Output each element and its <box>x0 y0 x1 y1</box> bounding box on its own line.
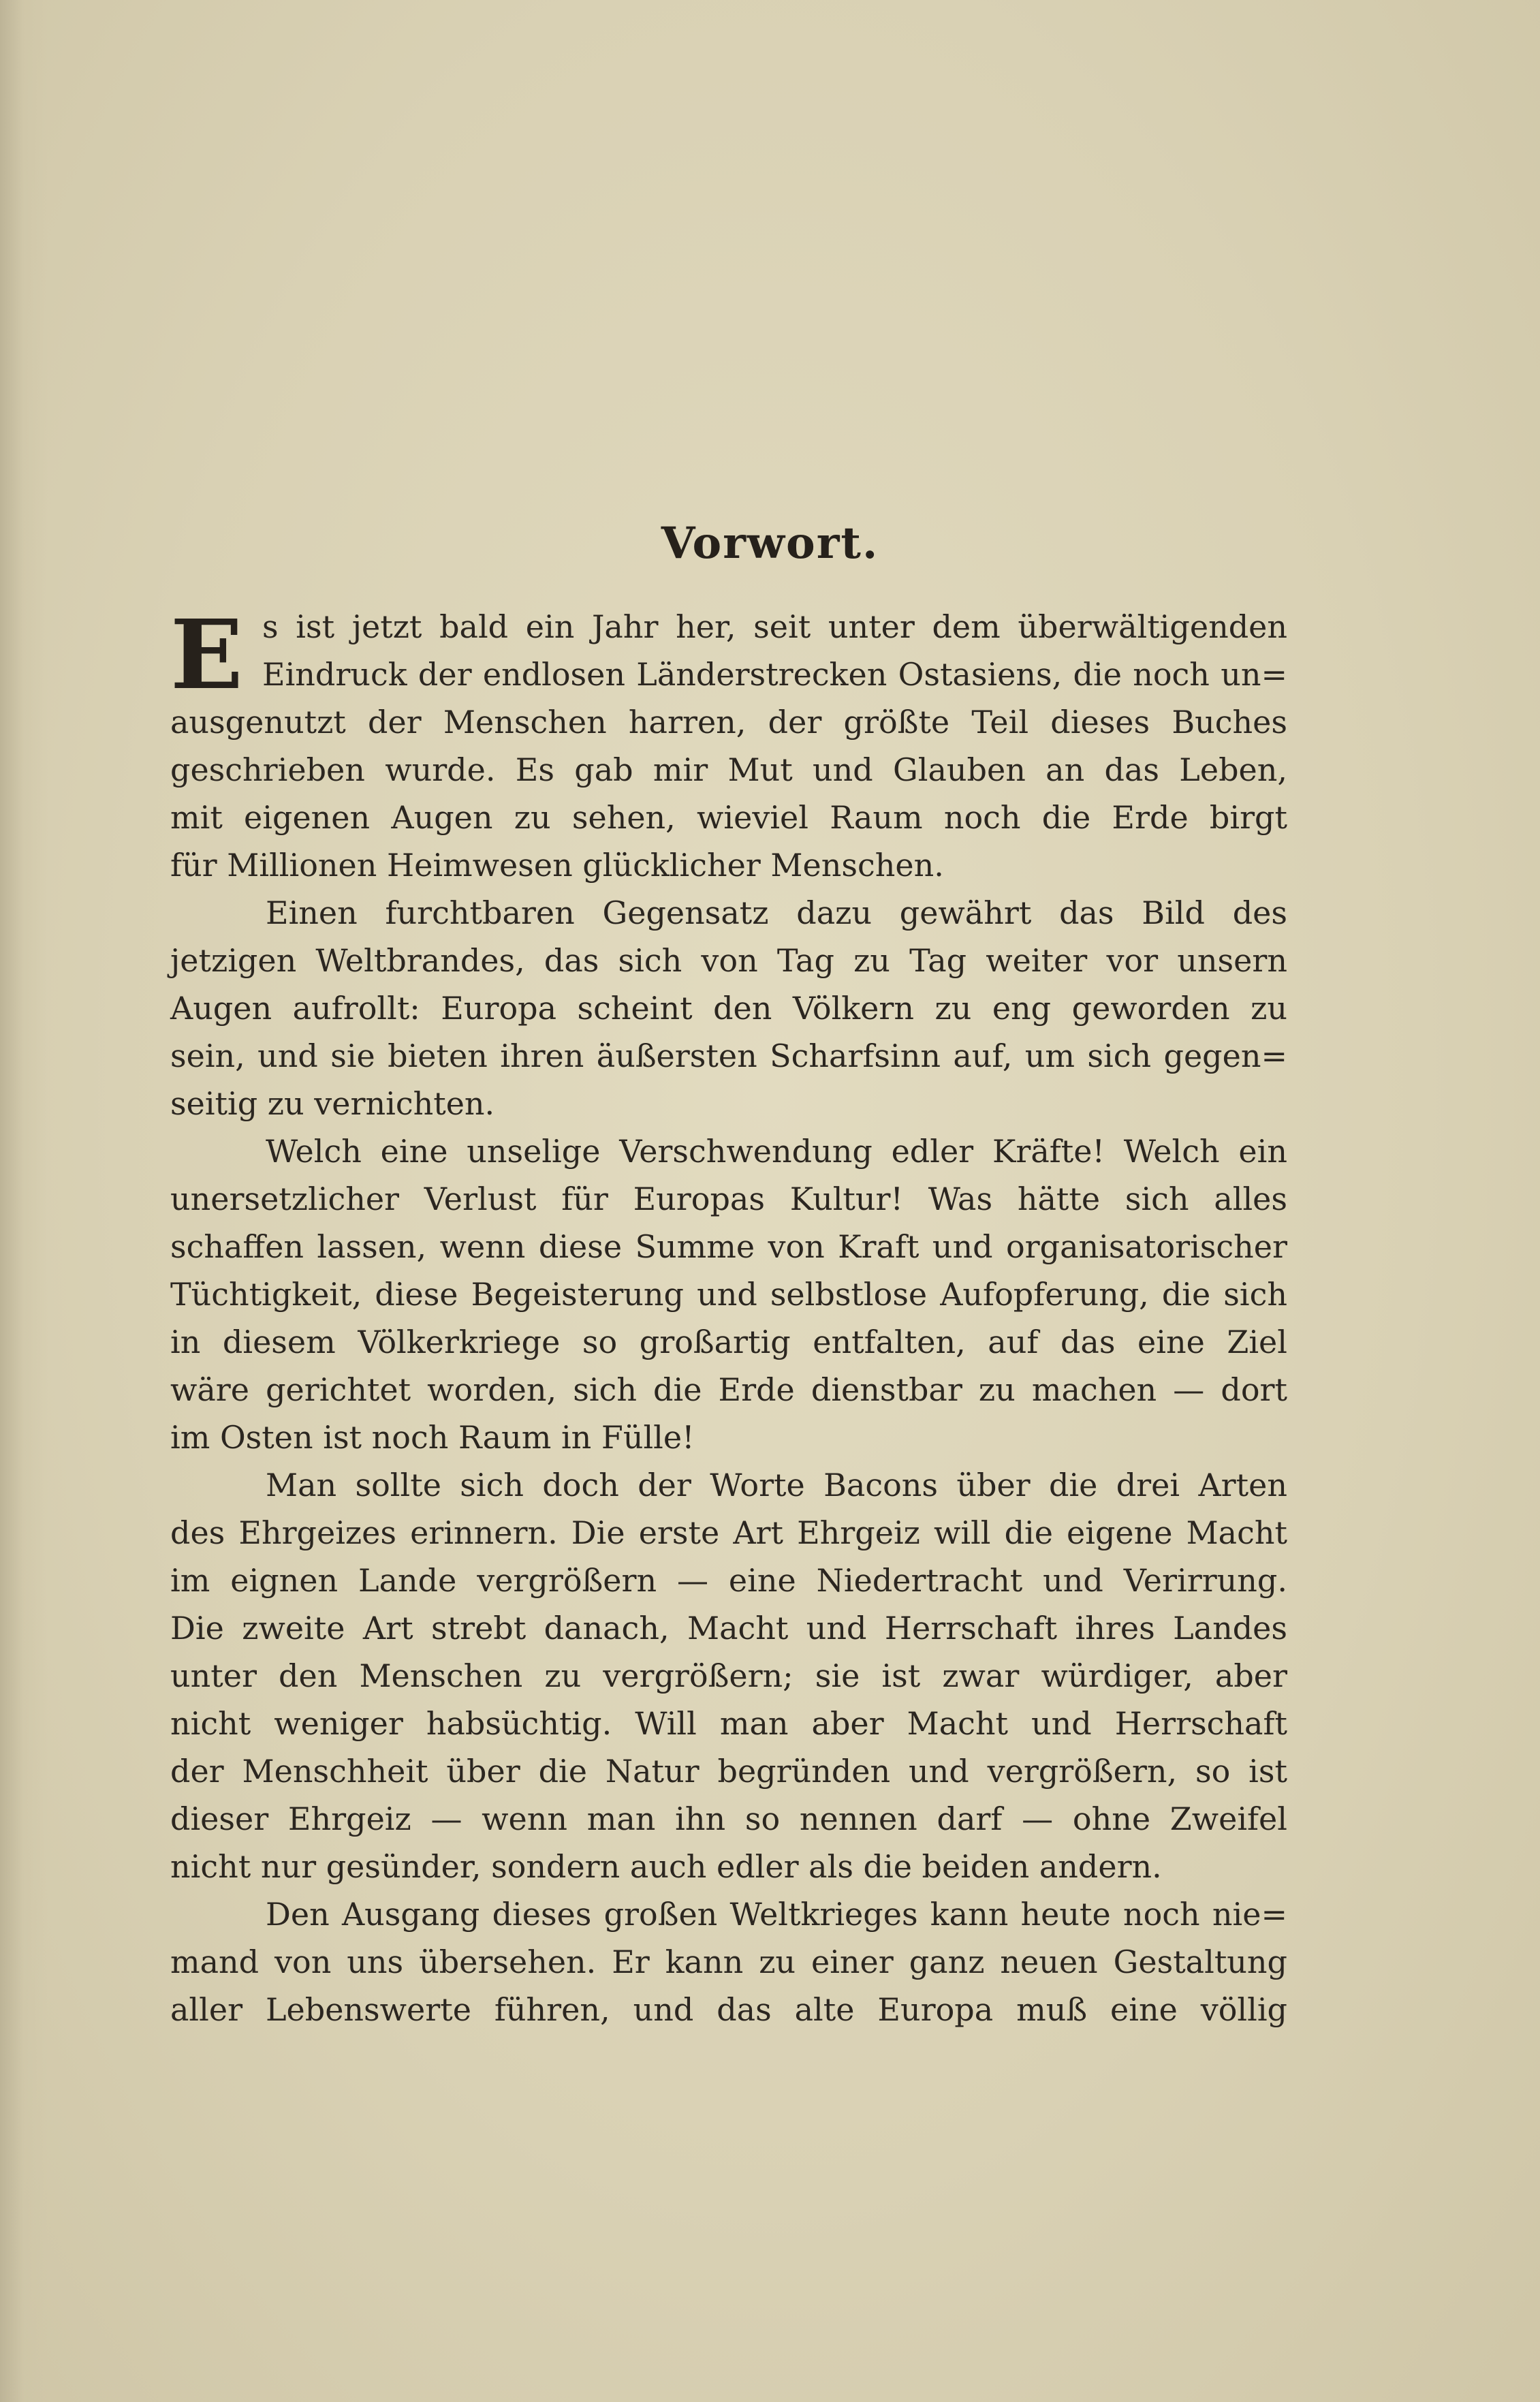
text-line: s ist jetzt bald ein Jahr her, seit unter dem überwältigenden <box>262 608 1287 645</box>
text-line: aller Lebenswerte führen, und das alte Europa muß eine völlig <box>170 1991 1287 2028</box>
text-line: unter den Menschen zu vergrößern; sie ist zwar würdiger, aber <box>170 1657 1287 1694</box>
text-line: dieser Ehrgeiz — wenn man ihn so nennen darf — ohne Zweifel <box>170 1800 1287 1837</box>
text-line: im Osten ist noch Raum in Fülle! <box>170 1419 695 1456</box>
text-line: Tüchtigkeit, diese Begeisterung und selbstlose Aufopferung, die sich <box>170 1276 1287 1313</box>
drop-cap: E <box>170 599 243 711</box>
text-line: Den Ausgang dieses großen Weltkrieges kann heute noch nie= <box>266 1896 1287 1933</box>
text-line: mand von uns übersehen. Er kann zu einer ganz neuen Gestaltung <box>170 1944 1287 1980</box>
text-line: jetzigen Weltbrandes, das sich von Tag zu Tag weiter vor unsern <box>170 942 1287 979</box>
text-lines <box>170 599 1287 2033</box>
page-title: Vorwort. <box>661 518 879 569</box>
text-line: unersetzlicher Verlust für Europas Kultur! Was hätte sich alles <box>170 1181 1287 1217</box>
preface-body <box>170 599 1287 2033</box>
text-line: wäre gerichtet worden, sich die Erde dienstbar zu machen — dort <box>170 1371 1287 1408</box>
text-line: für Millionen Heimwesen glücklicher Menschen. <box>170 847 944 884</box>
text-line: des Ehrgeizes erinnern. Die erste Art Ehrgeiz will die eigene Macht <box>170 1514 1287 1551</box>
text-line: sein, und sie bieten ihren äußersten Scharfsinn auf, um sich gegen= <box>170 1038 1287 1074</box>
text-line: in diesem Völkerkriege so großartig entfalten, auf das eine Ziel <box>170 1324 1287 1360</box>
text-line: Einen furchtbaren Gegensatz dazu gewährt das Bild des <box>266 894 1287 931</box>
text-line: Welch eine unselige Verschwendung edler Kräfte! Welch ein <box>266 1133 1287 1170</box>
text-line: Augen aufrollt: Europa scheint den Völkern zu eng geworden zu <box>170 990 1287 1027</box>
text-line: Man sollte sich doch der Worte Bacons über die drei Arten <box>266 1467 1287 1503</box>
text-line: mit eigenen Augen zu sehen, wieviel Raum noch die Erde birgt <box>170 799 1287 836</box>
text-line: ausgenutzt der Menschen harren, der größte Teil dieses Buches <box>170 704 1287 740</box>
text-line: nicht nur gesünder, sondern auch edler als die beiden andern. <box>170 1848 1162 1885</box>
text-line: schaffen lassen, wenn diese Summe von Kraft und organisatorischer <box>170 1228 1287 1265</box>
text-line: nicht weniger habsüchtig. Will man aber Macht und Herrschaft <box>170 1705 1287 1742</box>
text-line: geschrieben wurde. Es gab mir Mut und Glauben an das Leben, <box>170 751 1287 788</box>
text-line: der Menschheit über die Natur begründen und vergrößern, so ist <box>170 1753 1287 1790</box>
text-line: Eindruck der endlosen Länderstrecken Ostasiens, die noch un= <box>262 656 1287 693</box>
text-line: im eignen Lande vergrößern — eine Niedertracht und Verirrung. <box>170 1562 1287 1599</box>
text-line: Die zweite Art strebt danach, Macht und Herrschaft ihres Landes <box>170 1610 1287 1647</box>
page-gutter-shadow <box>0 0 48 2402</box>
text-line: seitig zu vernichten. <box>170 1085 495 1122</box>
